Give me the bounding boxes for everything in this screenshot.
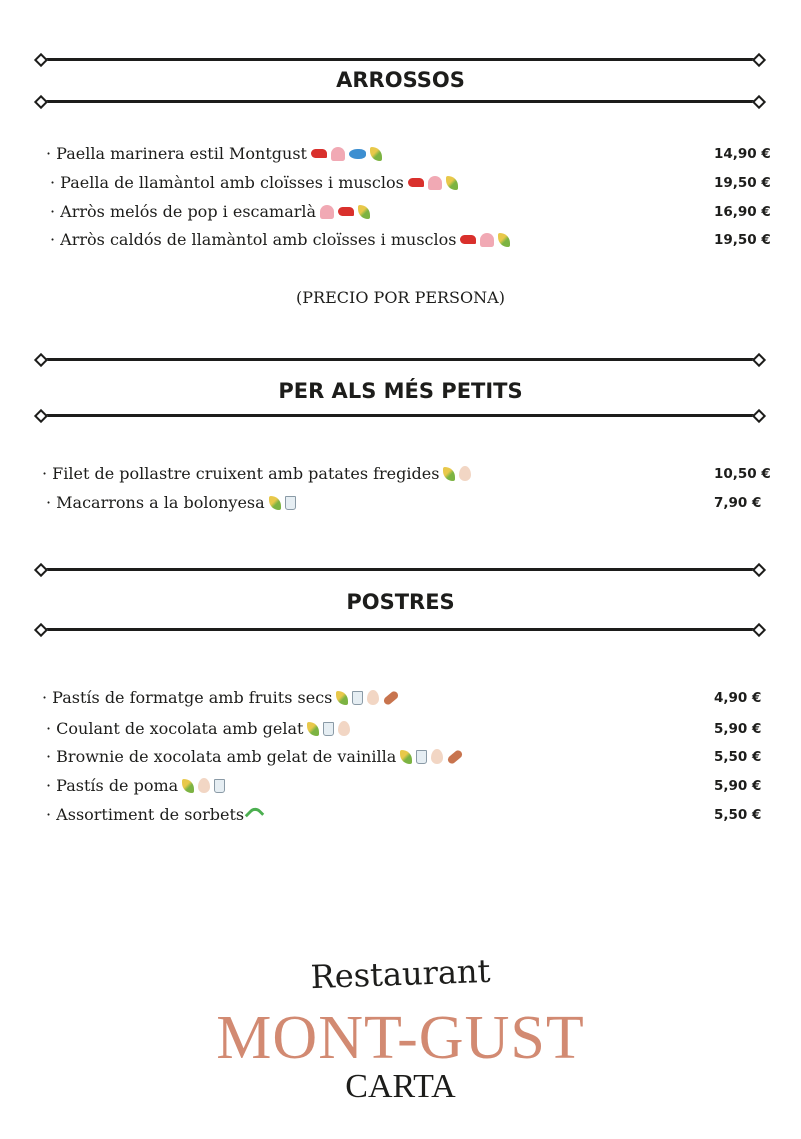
item-name: · Pastís de poma (46, 776, 179, 795)
item-price: 5,90 € (714, 721, 762, 737)
sprout-icon (245, 805, 265, 825)
item-price: 14,90 € (714, 146, 771, 162)
section-title: PER ALS MÉS PETITS (278, 379, 523, 403)
divider-line (42, 100, 758, 103)
logo-restaurant: Restaurant (309, 951, 492, 997)
menu-item (42, 464, 471, 483)
shrimp-icon (311, 149, 327, 158)
item-name: · Filet de pollastre cruixent amb patates fregides (42, 464, 440, 483)
milk-icon (214, 779, 225, 793)
wheat-icon (358, 205, 370, 219)
menu-item (50, 230, 510, 249)
section-title: POSTRES (346, 590, 455, 614)
egg-icon (431, 749, 443, 764)
octopus-icon (320, 205, 334, 219)
item-name: · Arròs caldós de llamàntol amb cloïsses i musclos (50, 230, 457, 249)
egg-icon (459, 466, 471, 481)
wheat-icon (443, 467, 455, 481)
menu-item (42, 688, 399, 707)
item-price: 5,90 € (714, 778, 762, 794)
item-price: 5,50 € (714, 749, 762, 765)
shrimp-icon (338, 207, 354, 216)
wheat-icon (498, 233, 510, 247)
shrimp-icon (408, 178, 424, 187)
item-price: 7,90 € (714, 495, 762, 511)
milk-icon (323, 722, 334, 736)
wheat-icon (307, 722, 319, 736)
octopus-icon (428, 176, 442, 190)
octopus-icon (331, 147, 345, 161)
menu-item (46, 144, 382, 163)
egg-icon (198, 778, 210, 793)
item-name: · Brownie de xocolata amb gelat de vainilla (46, 747, 397, 766)
logo-name: MONT-GUST (216, 1004, 585, 1072)
divider-line (42, 58, 758, 61)
menu-item (46, 776, 225, 795)
item-name: · Paella de llamàntol amb cloïsses i musclos (50, 173, 404, 192)
menu-item (46, 747, 463, 766)
peanut-icon (383, 689, 400, 705)
wheat-icon (336, 691, 348, 705)
wheat-icon (446, 176, 458, 190)
wheat-icon (269, 496, 281, 510)
menu-item (50, 173, 458, 192)
milk-icon (352, 691, 363, 705)
egg-icon (338, 721, 350, 736)
wheat-icon (370, 147, 382, 161)
item-price: 5,50 € (714, 807, 762, 823)
item-name: · Assortiment de sorbets (46, 805, 245, 824)
wheat-icon (182, 779, 194, 793)
item-name: · Macarrons a la bolonyesa (46, 493, 265, 512)
shrimp-icon (460, 235, 476, 244)
item-name: · Coulant de xocolata amb gelat (46, 719, 304, 738)
peanut-icon (447, 748, 464, 764)
divider-line (42, 568, 758, 571)
price-note: (PRECIO POR PERSONA) (296, 288, 505, 307)
item-price: 19,50 € (714, 232, 771, 248)
fish-icon (349, 149, 366, 159)
milk-icon (285, 496, 296, 510)
item-price: 10,50 € (714, 466, 771, 482)
menu-item (46, 493, 296, 512)
section-title: ARROSSOS (336, 68, 465, 92)
item-name: · Pastís de formatge amb fruits secs (42, 688, 333, 707)
menu-title: CARTA (345, 1068, 456, 1105)
menu-item (46, 805, 261, 824)
item-name: · Paella marinera estil Montgust (46, 144, 307, 163)
divider-line (42, 414, 758, 417)
item-name: · Arròs melós de pop i escamarlà (50, 202, 317, 221)
octopus-icon (480, 233, 494, 247)
menu-item (46, 719, 350, 738)
item-price: 16,90 € (714, 204, 771, 220)
wheat-icon (400, 750, 412, 764)
egg-icon (367, 690, 379, 705)
item-price: 4,90 € (714, 690, 762, 706)
divider-line (42, 358, 758, 361)
milk-icon (416, 750, 427, 764)
menu-item (50, 202, 370, 221)
item-price: 19,50 € (714, 175, 771, 191)
divider-line (42, 628, 758, 631)
